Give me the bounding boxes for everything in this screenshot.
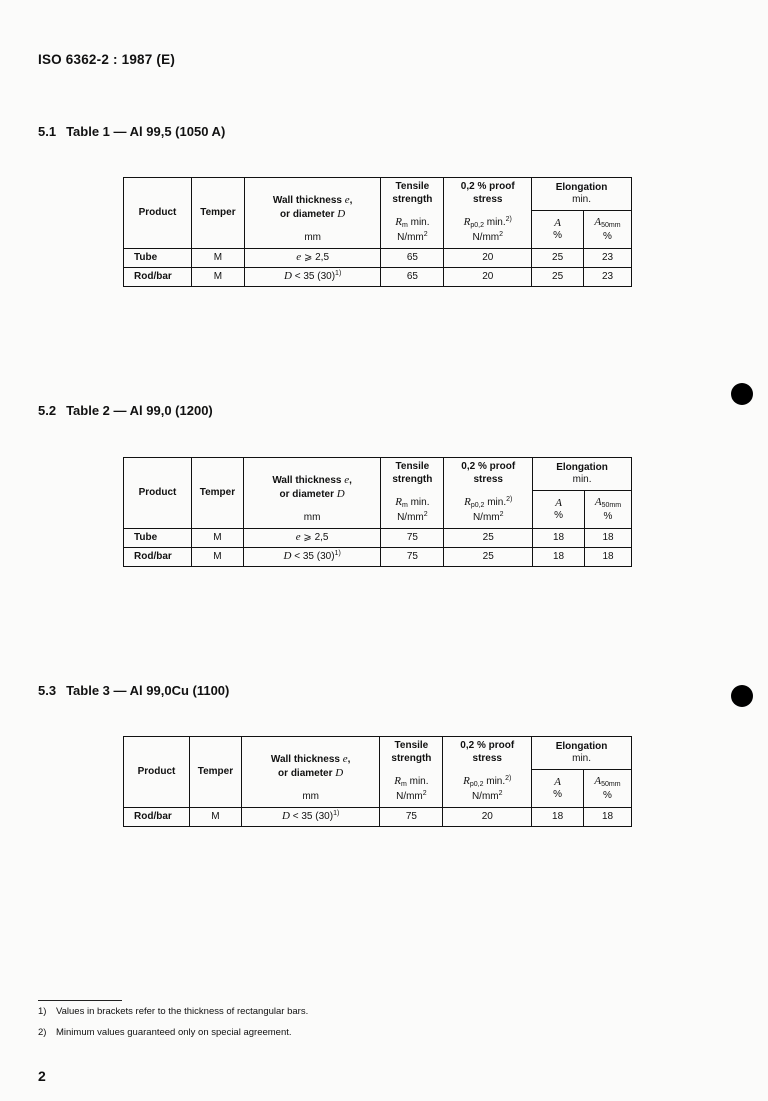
header-elongation	[532, 737, 632, 770]
cell-dimension-operator: <	[291, 551, 303, 563]
header-wall-symbol-d: D	[335, 766, 344, 779]
header-elongation-min: min.	[572, 194, 592, 206]
cell-temper: M	[189, 808, 241, 827]
header-wall-symbol-e: e	[344, 194, 350, 206]
cell-product: Tube	[124, 529, 192, 548]
cell-dimension-footnote: 1)	[333, 810, 340, 818]
header-a-unit: %	[553, 230, 563, 242]
header-wall-comma: ,	[349, 475, 352, 486]
cell-elongation-a: 18	[532, 808, 584, 827]
header-a50-sub: 50mm	[601, 222, 621, 230]
header-proof-unit: N/mm	[471, 791, 499, 803]
table-row	[124, 548, 632, 567]
header-wall-comma: ,	[347, 754, 351, 765]
header-temper: Temper	[191, 458, 243, 529]
header-a50-unit: %	[603, 510, 613, 522]
header-a-symbol: A	[554, 775, 561, 788]
header-wall-unit: mm	[304, 231, 321, 243]
header-wall-thickness	[241, 737, 380, 808]
header-tensile-symbol: R	[395, 496, 402, 509]
header-a50-unit: %	[603, 230, 612, 242]
header-wall-text: Wall thickness	[272, 475, 345, 486]
cell-dimension-symbol: e	[295, 531, 301, 544]
footnote-rule	[38, 1000, 122, 1001]
cell-product: Rod/bar	[124, 268, 192, 287]
cell-dimension-footnote: 1)	[334, 550, 341, 558]
section-title-text: Table 2 — Al 99,0 (1200)	[66, 403, 213, 418]
cell-proof: 25	[444, 548, 533, 567]
header-wall-thickness	[243, 458, 381, 529]
header-wall-text: Wall thickness	[272, 195, 345, 206]
header-elongation-a50	[584, 770, 632, 808]
section-title-5-3	[38, 683, 229, 698]
cell-temper: M	[191, 249, 244, 268]
header-proof-line1: 0,2 % proof	[460, 181, 515, 193]
cell-elongation-a: 18	[533, 548, 585, 567]
header-wall-text: Wall thickness	[270, 754, 343, 765]
cell-product: Rod/bar	[124, 548, 192, 567]
header-proof-sub: p0,2	[469, 781, 484, 789]
header-elongation-a	[533, 491, 585, 529]
cell-temper: M	[191, 548, 243, 567]
header-a50-symbol: A	[594, 775, 602, 788]
header-tensile-unit: N/mm	[396, 791, 423, 803]
header-wall-symbol-d: D	[337, 207, 346, 220]
cell-temper: M	[191, 268, 244, 287]
punch-hole-mark	[731, 383, 753, 405]
header-wall-symbol-d: D	[336, 487, 345, 500]
header-wall-text-2: or diameter	[278, 767, 336, 779]
header-tensile-unit: N/mm	[397, 512, 424, 524]
header-wall-unit: mm	[303, 511, 321, 523]
header-tensile-unit: N/mm	[397, 232, 424, 244]
footnote-number: 1)	[38, 1006, 47, 1017]
header-elongation-a	[532, 211, 584, 249]
cell-dimension-operator: <	[291, 271, 304, 283]
header-unit-sup: 2	[499, 231, 504, 239]
section-number: 5.1	[38, 124, 57, 139]
header-tensile-min: min.	[407, 497, 430, 509]
header-tensile	[380, 737, 443, 808]
cell-tensile: 65	[381, 268, 444, 287]
cell-elongation-a: 25	[532, 268, 584, 287]
header-tensile-sub: m	[401, 502, 408, 510]
cell-dimension-symbol: D	[282, 810, 290, 823]
header-proof-stress	[444, 178, 532, 249]
cell-dimension-operator: ⩾	[300, 532, 315, 544]
section-title-text: Table 1 — Al 99,5 (1050 A)	[66, 124, 226, 139]
table-row	[124, 529, 632, 548]
header-elongation-a50	[585, 491, 632, 529]
header-tensile-line1: Tensile	[394, 740, 429, 752]
header-proof-min: min.	[483, 217, 506, 229]
header-unit-sup: 2	[423, 231, 428, 239]
header-tensile-line1: Tensile	[395, 181, 430, 193]
cell-elongation-a50: 23	[584, 249, 632, 268]
header-proof-sub: p0,2	[470, 502, 485, 510]
cell-elongation-a50: 18	[585, 548, 632, 567]
header-proof-footnote: 2)	[505, 216, 512, 224]
header-unit-sup: 2	[499, 511, 504, 519]
header-tensile	[381, 458, 444, 529]
header-proof-symbol: R	[463, 216, 471, 229]
header-wall-symbol-e: e	[342, 753, 348, 765]
header-wall-comma: ,	[349, 195, 353, 206]
header-elongation-a50	[584, 211, 632, 249]
page-number: 2	[38, 1068, 46, 1084]
header-elongation-min: min.	[572, 753, 592, 765]
cell-dimension	[243, 529, 381, 548]
cell-dimension	[243, 548, 381, 567]
header-proof-unit: N/mm	[472, 232, 500, 244]
cell-dimension	[241, 808, 380, 827]
cell-dimension-operator: <	[289, 811, 302, 823]
footnote-1	[38, 1006, 308, 1017]
header-tensile	[381, 178, 444, 249]
cell-elongation-a: 18	[533, 529, 585, 548]
header-a50-symbol: A	[594, 496, 602, 509]
cell-dimension-value: 2,5	[314, 532, 329, 544]
cell-temper: M	[191, 529, 243, 548]
cell-dimension	[244, 249, 381, 268]
cell-product: Rod/bar	[124, 808, 190, 827]
header-proof-line1: 0,2 % proof	[460, 740, 515, 752]
header-proof-line2: stress	[472, 752, 502, 764]
header-wall-text-2: or diameter	[279, 488, 337, 500]
header-product: Product	[124, 458, 192, 529]
cell-dimension-footnote: 1)	[335, 270, 342, 278]
header-tensile-symbol: R	[394, 775, 401, 788]
header-temper: Temper	[189, 737, 241, 808]
header-tensile-sub: m	[402, 222, 408, 230]
footnote-text: Values in brackets refer to the thickness of rectangular bars.	[56, 1006, 309, 1017]
cell-dimension-symbol: D	[284, 270, 292, 283]
cell-dimension-symbol: D	[283, 550, 292, 563]
header-a-symbol: A	[554, 216, 561, 229]
section-number: 5.3	[38, 683, 57, 698]
cell-elongation-a50: 18	[585, 529, 632, 548]
punch-hole-mark	[731, 685, 753, 707]
cell-dimension	[244, 268, 381, 287]
header-tensile-line2: strength	[391, 752, 432, 764]
footnote-text: Minimum values guaranteed only on special agreement.	[56, 1027, 292, 1038]
header-a-unit: %	[553, 789, 563, 801]
header-proof-symbol: R	[464, 496, 471, 509]
cell-proof: 20	[444, 268, 532, 287]
header-elongation-title: Elongation	[555, 181, 608, 193]
footnote-2	[38, 1027, 292, 1038]
header-unit-sup: 2	[423, 511, 428, 519]
cell-tensile: 75	[380, 808, 443, 827]
header-temper: Temper	[191, 178, 244, 249]
header-product: Product	[124, 178, 192, 249]
header-proof-line2: stress	[473, 473, 503, 485]
header-proof-unit: N/mm	[472, 512, 500, 524]
header-tensile-line2: strength	[392, 193, 433, 205]
header-proof-line2: stress	[473, 193, 503, 205]
cell-dimension-value: 2,5	[315, 252, 330, 264]
footnote-number: 2)	[38, 1027, 47, 1038]
header-elongation-title: Elongation	[555, 740, 608, 752]
cell-elongation-a: 25	[532, 249, 584, 268]
section-title-5-2	[38, 403, 213, 418]
header-elongation	[532, 178, 632, 211]
header-a50-sub: 50mm	[601, 502, 622, 510]
header-tensile-min: min.	[406, 776, 429, 788]
header-tensile-sub: m	[401, 781, 407, 789]
cell-dimension-symbol: e	[296, 251, 302, 264]
cell-proof: 25	[444, 529, 533, 548]
header-wall-unit: mm	[302, 790, 319, 802]
header-proof-footnote: 2)	[505, 775, 512, 783]
cell-product: Tube	[124, 249, 192, 268]
table-row	[124, 249, 632, 268]
cell-proof: 20	[443, 808, 532, 827]
header-a50-symbol: A	[594, 216, 602, 229]
header-unit-sup: 2	[422, 790, 427, 798]
header-a50-sub: 50mm	[601, 781, 621, 789]
header-proof-min: min.	[483, 776, 506, 788]
header-wall-symbol-e: e	[344, 474, 350, 486]
table-row	[124, 268, 632, 287]
cell-tensile: 75	[381, 529, 444, 548]
header-proof-stress	[444, 458, 533, 529]
table-row	[124, 808, 632, 827]
cell-tensile: 65	[381, 249, 444, 268]
header-product: Product	[124, 737, 190, 808]
header-proof-symbol: R	[463, 775, 470, 788]
cell-proof: 20	[444, 249, 532, 268]
header-elongation-min: min.	[572, 474, 592, 486]
header-proof-stress	[443, 737, 532, 808]
header-proof-line1: 0,2 % proof	[461, 461, 516, 473]
table-3	[123, 736, 632, 827]
header-elongation	[533, 458, 632, 491]
header-proof-footnote: 2)	[506, 496, 513, 504]
cell-dimension-value: 35 (30)	[302, 551, 335, 563]
section-title-5-1	[38, 124, 225, 139]
table-2	[123, 457, 632, 567]
header-tensile-min: min.	[407, 217, 430, 229]
header-a-symbol: A	[555, 496, 562, 509]
section-title-text: Table 3 — Al 99,0Cu (1100)	[66, 683, 230, 698]
header-tensile-line2: strength	[392, 473, 433, 485]
cell-dimension-value: 35 (30)	[301, 811, 334, 823]
header-proof-min: min.	[484, 497, 507, 509]
cell-dimension-operator: ⩾	[301, 252, 316, 264]
table-1	[123, 177, 632, 287]
cell-elongation-a50: 23	[584, 268, 632, 287]
cell-elongation-a50: 18	[584, 808, 632, 827]
cell-dimension-value: 35 (30)	[303, 271, 336, 283]
cell-tensile: 75	[381, 548, 444, 567]
section-number: 5.2	[38, 403, 57, 418]
header-proof-sub: p0,2	[470, 222, 484, 230]
document-header: ISO 6362-2 : 1987 (E)	[38, 52, 176, 67]
header-tensile-symbol: R	[395, 216, 402, 229]
header-elongation-title: Elongation	[556, 461, 608, 473]
header-a-unit: %	[554, 510, 564, 522]
header-wall-text-2: or diameter	[280, 208, 338, 220]
header-tensile-line1: Tensile	[395, 461, 430, 473]
header-unit-sup: 2	[498, 790, 503, 798]
header-elongation-a	[532, 770, 584, 808]
header-wall-thickness	[244, 178, 381, 249]
header-a50-unit: %	[603, 789, 612, 801]
